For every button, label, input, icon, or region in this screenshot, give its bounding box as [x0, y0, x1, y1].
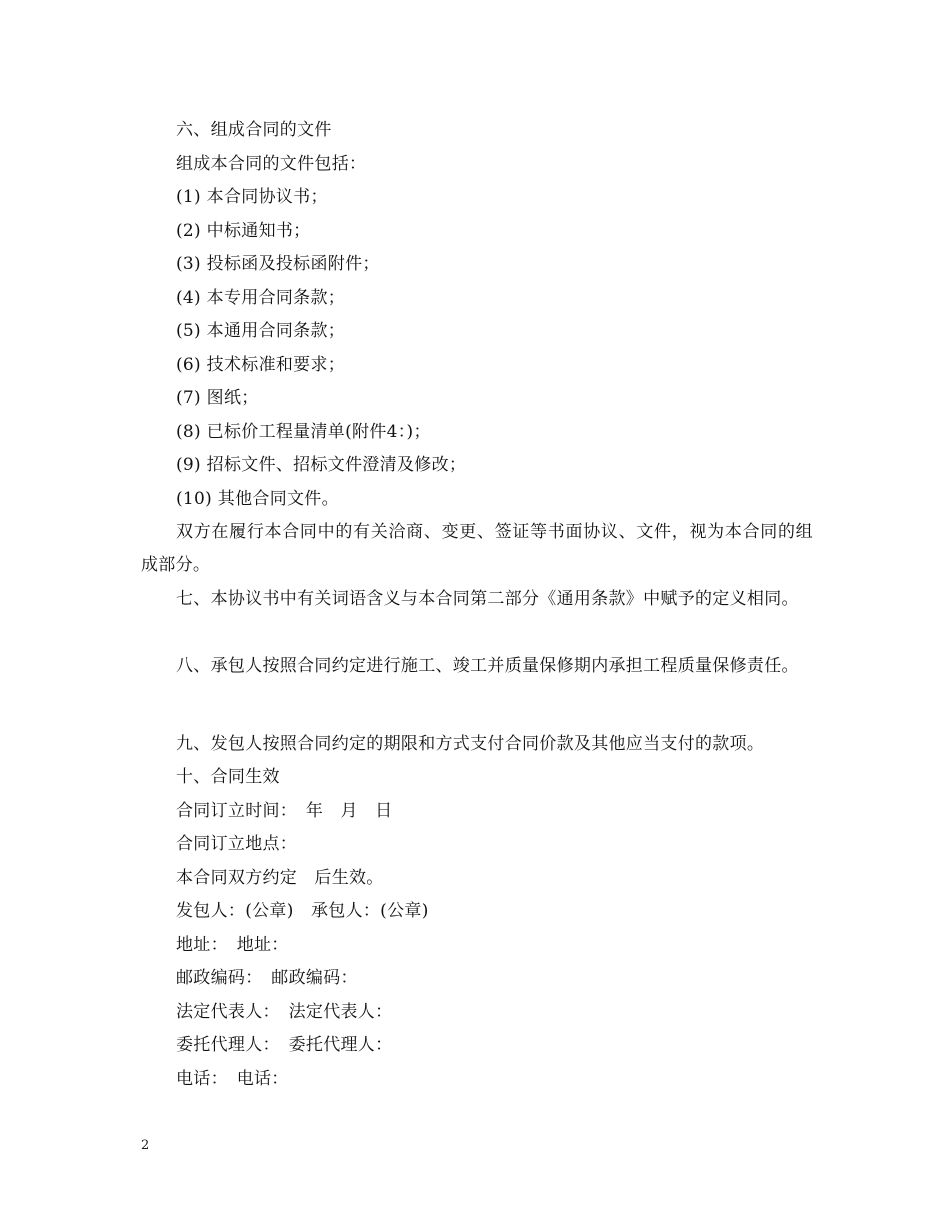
document-list-item: (10) 其他合同文件。 — [176, 489, 339, 509]
signing-place-line: 合同订立地点： — [176, 834, 298, 854]
document-list-item: (9) 招标文件、招标文件澄清及修改； — [176, 455, 467, 475]
section-6-heading: 六、组成合同的文件 — [176, 120, 332, 140]
document-list-item: (4) 本专用合同条款； — [176, 288, 346, 308]
page-number: 2 — [141, 1138, 150, 1153]
section-6-note: 双方在履行本合同中的有关洽商、变更、签证等书面协议、文件，视为本合同的组成部分。 — [141, 522, 813, 575]
section-7-paragraph: 七、本协议书中有关词语含义与本合同第二部分《通用条款》中赋予的定义相同。 — [176, 589, 799, 609]
document-list-item: (5) 本通用合同条款； — [176, 321, 346, 341]
section-6-intro: 组成本合同的文件包括： — [176, 154, 367, 174]
effective-condition-line: 本合同双方约定 后生效。 — [176, 868, 384, 888]
section-9-paragraph: 九、发包人按照合同约定的期限和方式支付合同价款及其他应当支付的款项。 — [176, 734, 765, 754]
section-10-heading: 十、合同生效 — [176, 767, 280, 787]
postal-code-line: 邮政编码： 邮政编码： — [176, 968, 358, 988]
authorized-agent-line: 委托代理人： 委托代理人： — [176, 1035, 393, 1055]
document-list-item: (7) 图纸； — [176, 388, 259, 408]
party-seal-line: 发包人：(公章) 承包人：(公章) — [176, 901, 429, 921]
section-8-paragraph: 八、承包人按照合同约定进行施工、竣工并质量保修期内承担工程质量保修责任。 — [176, 656, 799, 676]
signing-date-line: 合同订立时间： 年 月 日 — [176, 801, 393, 821]
document-list-item: (1) 本合同协议书； — [176, 187, 328, 207]
phone-line: 电话： 电话： — [176, 1069, 289, 1089]
document-list-item: (3) 投标函及投标函附件； — [176, 254, 380, 274]
document-list-item: (8) 已标价工程量清单(附件4：)； — [176, 422, 431, 442]
address-line: 地址： 地址： — [176, 935, 289, 955]
legal-representative-line: 法定代表人： 法定代表人： — [176, 1002, 393, 1022]
document-list-item: (6) 技术标准和要求； — [176, 355, 346, 375]
document-list-item: (2) 中标通知书； — [176, 221, 311, 241]
